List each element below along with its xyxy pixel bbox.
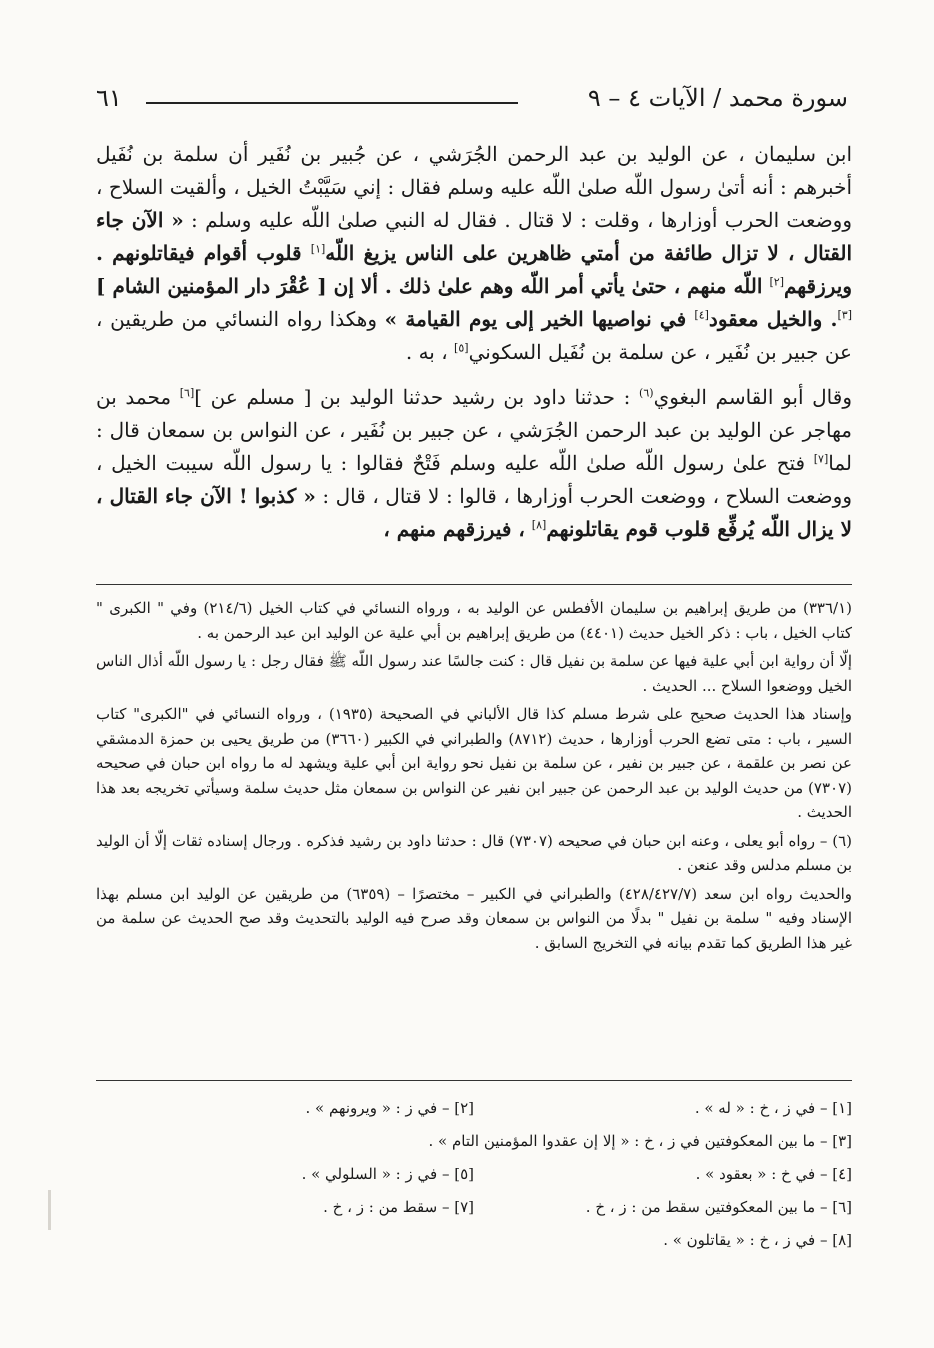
footnote-divider [96, 584, 852, 585]
variant-ref: [١] [310, 242, 326, 256]
text-segment: ابن سليمان ، عن الوليد بن عبد الرحمن الجُرَشي ، عن جُبير بن نُفَير أن سلمة بن نُفَيل أخبرهم : أنه أتىٰ رسول اللّه صلىٰ اللّه عليه وسلم فقال : إني سَيَّبْتُ الخيل ، وألقيت السلاح ، ووضعت الحرب أوزارها ، وقلت : لا قتال . فقال له النبي صلىٰ اللّه عليه وسلم : [96, 142, 853, 232]
variant-note: [٢] – في ز : « ويرونهم » . [305, 1099, 474, 1117]
variant-ref: [٤] [694, 308, 709, 322]
variants-divider [96, 1080, 852, 1081]
variant-ref: [٢] [769, 275, 784, 289]
variant-row [96, 1125, 852, 1158]
manuscript-variants [96, 1092, 852, 1257]
text-segment: : حدثنا داود بن رشيد حدثنا الوليد بن [ مسلم عن ] [194, 385, 640, 409]
variant-ref: [٧] [813, 452, 829, 466]
hadith-quote: قلوب أقوام فيقاتلونهم . ويرزقهم [96, 241, 852, 298]
variant-ref: [٨] [531, 518, 547, 532]
paragraph-1 [96, 138, 852, 369]
variant-row [96, 1191, 852, 1224]
footnote-paragraph: (٣٣٦/١) من طريق إبراهيم بن سليمان الأفطس عن الوليد به ، ورواه النسائي في كتاب الخيل (٢١٤/٦) وفي " الكبرى " كتاب الخيل ، باب : ذكر الخيل حديث (٤٤٠١) من طريق إبراهيم بن أبي علية عن الوليد ابن عبد الرحمن به . [96, 599, 852, 642]
variant-note: [٤] – في خ : « بعقود » . [695, 1165, 852, 1183]
variant-note: [٣] – ما بين المعكوفتين في ز ، خ : « إلا إن عقدوا المؤمنين التام » . [428, 1132, 852, 1150]
footnote-paragraph: والحديث رواه ابن سعد (٤٢٨/٤٢٧/٧) والطبراني في الكبير – مختصرًا – (٦٣٥٩) من طريقين عن الوليد ابن مسلم بهذا الإسناد وفيه " سلمة بن نفيل " بدلًا من النواس بن سمعان وقد صرح فيه الوليد بالتحديث وقد صح الحديث عن سلمة من غير هذا الطريق كما تقدم بيانه في التخريج السابق . [96, 884, 852, 952]
variant-row [96, 1092, 852, 1125]
paragraph-2 [96, 381, 852, 546]
footnote-paragraph: (٦) – رواه أبو يعلى ، وعنه ابن حبان في صحيحه (٧٣٠٧) قال : حدثنا داود بن رشيد فذكره . ورجال إسناده ثقات إلّا أن الوليد بن مسلم مدلس وقد عنعن . [96, 831, 852, 874]
variant-note: [٨] – في ز ، خ : « يقاتلون » . [663, 1231, 852, 1249]
variant-ref: [٥] [454, 341, 469, 355]
footnotes [96, 596, 852, 959]
variant-note: [٦] – ما بين المعكوفتين سقط من : ز ، خ . [585, 1198, 852, 1216]
page-header [96, 84, 848, 120]
variant-note: [٧] – سقط من : ز ، خ . [323, 1198, 474, 1216]
variant-row [96, 1158, 852, 1191]
page-number: ٦١ [96, 84, 122, 112]
variant-ref: [٣] [837, 308, 852, 322]
variant-row [96, 1224, 852, 1257]
variant-note: [٥] – في ز : « السلولي » . [301, 1165, 474, 1183]
footnote-ref: (٦) [639, 386, 654, 400]
hadith-quote: ، فيرزقهم منهم ، [383, 517, 532, 541]
surah-title: سورة محمد / الآيات ٤ – ٩ [587, 84, 848, 112]
text-segment: وهكذا رواه النسائي من طريقين ، عن جبير بن نُفَير ، عن سلمة بن نُفَيل السكوني [96, 307, 852, 364]
footnote-paragraph: وإسناد هذا الحديث صحيح على شرط مسلم كذا قال الألباني في الصحيحة (١٩٣٥) ، ورواه النسائي في "الكبرى" كتاب السير ، باب : متى تضع الحرب أوزارها ، حديث (٨٧١٢) والطبراني في الكبير (٣٦٦٠) من طريق يحيى بن حمزة الدمشقي عن نصر بن علقمة ، عن جبير بن نفير ، عن سلمة بن نفيل نحو رواية ابن أبي علية ويشهد له ما رواه ابن حبان في صحيحه (٧٣٠٧) من حديث الوليد بن عبد الرحمن عن جبير ابن نفير عن النواس بن سمعان مثل حديث سلمة وسيأتي تخريجه بعد هذا الحديث . [96, 705, 852, 821]
text-segment: محمد بن مهاجر عن الوليد بن عبد الرحمن الجُرَشي ، عن جبير بن نُفَير ، عن النواس بن سمعان قال : لما [96, 385, 852, 475]
footnote-paragraph: إلّا أن رواية ابن أبي علية فيها عن سلمة بن نفيل قال : كنت جالسًا عند رسول اللّه ﷺ فقال رجل : يا رسول اللّه أذال الناس الخيل ووضعوا السلاح ... الحديث . [96, 652, 852, 695]
text-segment: ، به . [405, 340, 455, 364]
text-segment: فتح علىٰ رسول اللّه صلىٰ اللّه عليه وسلم فَتْحٌ فقالوا : يا رسول اللّه سيبت الخيل ، ووضعت السلاح ، ووضعت الحرب أوزارها ، قالوا : لا قتال ، قال : [96, 451, 852, 508]
hadith-quote: . والخيل معقود [708, 307, 838, 331]
scan-gutter-mark [48, 1190, 51, 1230]
text-segment: وقال أبو القاسم البغوي [653, 385, 852, 409]
hadith-quote: في نواصيها الخير إلى يوم القيامة » [384, 307, 695, 331]
hadith-quote: « كذبوا ! الآن جاء القتال ، لا يزال اللّه يُرفِّع قلوب قوم يقاتلونهم [96, 484, 852, 541]
hadith-quote: « الآن جاء القتال ، لا تزال طائفة من أمتي ظاهرين على الناس يزيغ اللّه [96, 208, 853, 265]
variant-ref: [٦] [179, 386, 195, 400]
variant-note: [١] – في ز ، خ : « له » . [694, 1099, 852, 1117]
main-text [96, 138, 852, 558]
hadith-quote: اللّه منهم ، حتىٰ يأتي أمر اللّه وهم علىٰ ذلك . ألا إن [ عُقْرَ دار المؤمنين الشام ] [96, 274, 770, 298]
header-rule [146, 102, 518, 104]
